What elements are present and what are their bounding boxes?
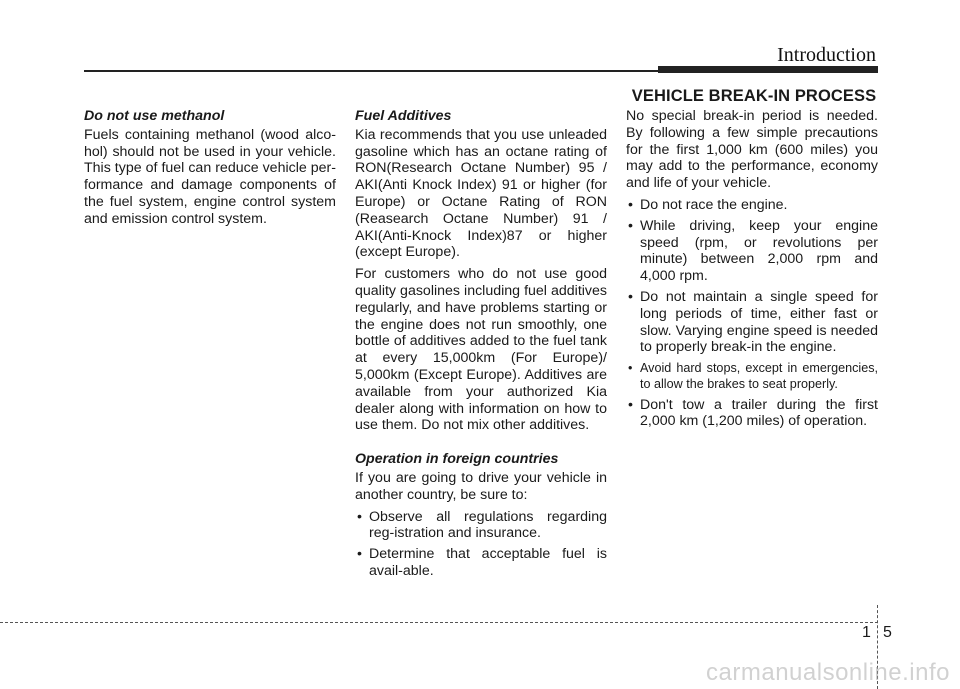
footer-dashed-rule [0, 622, 878, 623]
list-item: • Avoid hard stops, except in emergencies, to allow the brakes to seat properly. [626, 360, 878, 392]
list-item: • While driving, keep your engine speed (rpm, or revolutions per minute) between 2,000 rpm and 4,000 rpm. [626, 218, 878, 285]
list-item: • Determine that acceptable fuel is avail-able. [355, 546, 607, 580]
fuel-additives-paragraph-2: For customers who do not use good quality gasolines including fuel additives regularly, and have problems starting or the engine does not run smoothly, one bottle of additives added to the fuel tank at every 15,000km (For Europe)/ 5,000km (Except Europe). Additives are available from your authorized Kia dealer along with information on how to use them. Do not mix other additives. [355, 266, 607, 434]
break-in-intro: No special break-in period is needed. By following a few simple precautions for the first 1,000 km (600 miles) you may add to the performance, economy and life of your vehicle. [626, 108, 878, 192]
column-middle [355, 108, 607, 584]
header-rule-thin [84, 70, 664, 72]
break-in-list [626, 197, 878, 430]
foreign-countries-heading: Operation in foreign countries [355, 451, 559, 468]
column-right [626, 108, 878, 434]
chapter-number: 1 [862, 624, 871, 641]
page-number: 5 [883, 624, 892, 641]
header-rule-thick [658, 66, 878, 73]
column-left [84, 108, 336, 233]
methanol-paragraph: Fuels containing methanol (wood alco-hol) should not be used in your vehicle. This type of fuel can reduce vehicle per-formance and damage components of the fuel system, engine control system and emission control system. [84, 126, 336, 227]
section-title: Introduction [777, 44, 876, 66]
break-in-title: VEHICLE BREAK-IN PROCESS [631, 87, 877, 105]
fuel-additives-paragraph-1: Kia recommends that you use unleaded gasoline which has an octane rating of RON(Research Octane Number) 95 / AKI(Anti Knock Index) 91 or higher (for Europe) or Octane Rating of RON (Reasearch Octane Number) 91 / AKI(Anti-Knock Index)87 or higher (except Europe). [355, 126, 607, 261]
list-item: • Don't tow a trailer during the first 2,000 km (1,200 miles) of operation. [626, 397, 878, 431]
watermark: carmanualsonline.info [706, 659, 950, 686]
list-item: • Do not maintain a single speed for long periods of time, either fast or slow. Varying engine speed is needed to properly break-in the engine. [626, 289, 878, 356]
foreign-countries-intro: If you are going to drive your vehicle in another country, be sure to: [355, 469, 607, 503]
list-item: • Do not race the engine. [626, 197, 878, 214]
methanol-heading: Do not use methanol [84, 108, 225, 124]
fuel-additives-heading: Fuel Additives [355, 108, 452, 124]
list-item: • Observe all regulations regarding reg-istration and insurance. [355, 509, 607, 543]
foreign-countries-list [355, 509, 607, 580]
